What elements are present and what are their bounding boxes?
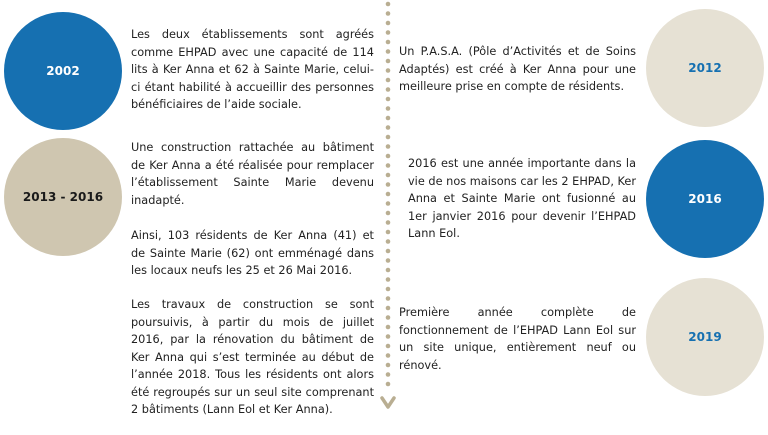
timeline-dots: [386, 2, 391, 387]
timeline-dot: [386, 334, 391, 339]
year-label: 2019: [688, 330, 722, 344]
event-2016-text: 2016 est une année importante dans la vie de nos maisons car les 2 EHPAD, Ker Anna et Sainte Marie ont fusionné au 1er janvier 2016 pour devenir l’EHPAD Lann Eol.: [408, 157, 636, 240]
timeline-dot: [386, 353, 391, 358]
timeline-dot: [386, 277, 391, 282]
timeline-dot: [386, 201, 391, 206]
timeline-dot: [386, 59, 391, 64]
chevron-down-icon: [382, 398, 394, 407]
timeline-dot: [386, 287, 391, 292]
event-2013-2016-paragraph-2: Ainsi, 103 résidents de Ker Anna (41) et de Sainte Marie (62) ont emménagé dans les locaux neufs les 25 et 26 Mai 2016.: [131, 229, 374, 277]
timeline-dot: [386, 230, 391, 235]
timeline-line: [378, 0, 398, 435]
timeline-dot: [386, 87, 391, 92]
year-badge-2013-2016: [4, 138, 122, 256]
timeline-dot: [386, 211, 391, 216]
timeline-dot: [386, 372, 391, 377]
timeline-dot: [386, 325, 391, 330]
timeline-dot: [386, 163, 391, 168]
timeline-dot: [386, 363, 391, 368]
timeline-dot: [386, 249, 391, 254]
timeline-dot: [386, 192, 391, 197]
timeline-dot: [386, 21, 391, 26]
timeline-dot: [386, 344, 391, 349]
timeline-dot: [386, 135, 391, 140]
year-label: 2002: [46, 64, 80, 78]
timeline-dot: [386, 68, 391, 73]
timeline-dot: [386, 144, 391, 149]
year-label: 2016: [688, 192, 722, 206]
event-2013-2016-paragraph-1: Une construction rattachée au bâtiment de Ker Anna a été réalisée pour remplacer l’établissement Sainte Marie devenu inadapté.: [131, 141, 374, 207]
event-2019-text: Première année complète de fonctionnement de l’EHPAD Lann Eol sur un site unique, entièrement neuf ou rénové.: [399, 306, 636, 372]
year-badge-2002: [4, 12, 122, 130]
timeline-dot: [386, 106, 391, 111]
event-2002-text: Les deux établissements sont agréés comme EHPAD avec une capacité de 114 lits à Ker Anna et 62 à Sainte Marie, celui-ci étant habilité à accueillir des personnes bénéficiaires de l’aide sociale.: [131, 28, 374, 111]
year-badge-2019: [646, 278, 764, 396]
timeline-dot: [386, 296, 391, 301]
timeline-dot: [386, 116, 391, 121]
timeline-dot: [386, 173, 391, 178]
timeline-dot: [386, 40, 391, 45]
timeline-dot: [386, 220, 391, 225]
timeline-dot: [386, 382, 391, 387]
timeline-dot: [386, 306, 391, 311]
timeline-dot: [386, 78, 391, 83]
year-label: 2012: [688, 61, 722, 75]
timeline-dot: [386, 154, 391, 159]
timeline-dot: [386, 239, 391, 244]
year-label: 2013 - 2016: [22, 190, 104, 204]
event-2012-text: Un P.A.S.A. (Pôle d’Activités et de Soins Adaptés) est créé à Ker Anna pour une meilleure prise en compte de résidents.: [399, 45, 636, 93]
timeline-dot: [386, 97, 391, 102]
year-badge-2012: [646, 9, 764, 127]
timeline-dot: [386, 30, 391, 35]
timeline-dot: [386, 268, 391, 273]
timeline-dot: [386, 258, 391, 263]
timeline-dot: [386, 315, 391, 320]
timeline-dot: [386, 11, 391, 16]
event-2013-2016-paragraph-3: Les travaux de construction se sont poursuivis, à partir du mois de juillet 2016, par la rénovation du bâtiment de Ker Anna qui s’est terminée au début de l’année 2018. Tous les résidents ont alors été regroupés sur un seul site comprenant 2 bâtiments (Lann Eol et Ker Anna).: [131, 298, 374, 416]
year-badge-2016: [646, 140, 764, 258]
timeline-dot: [386, 2, 391, 7]
timeline-dot: [386, 182, 391, 187]
timeline-dot: [386, 49, 391, 54]
timeline-dot: [386, 125, 391, 130]
